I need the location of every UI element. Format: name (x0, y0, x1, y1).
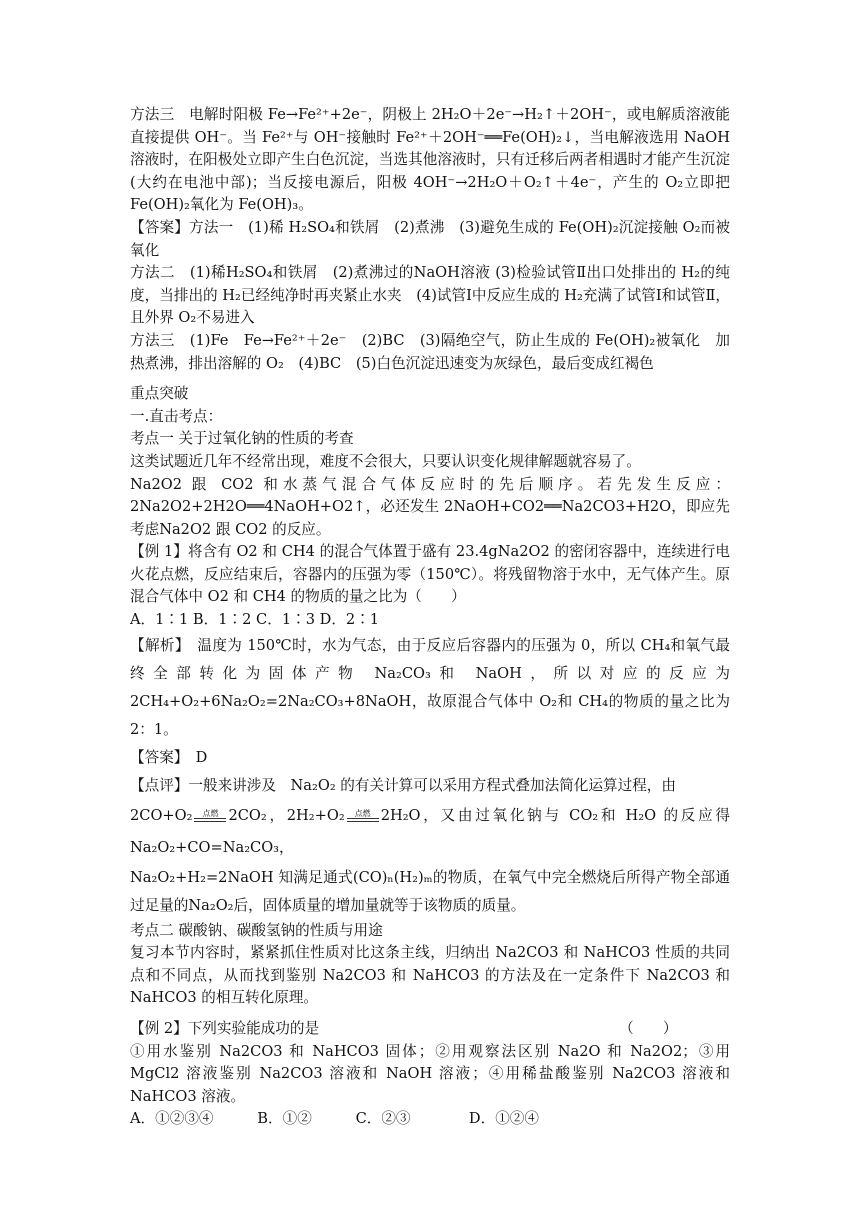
eq-peroxide-reactions: 2H₂O，又由过氧化钠与 CO₂和 H₂O 的反应得 Na₂O₂+CO=Na₂CO₃， (130, 806, 730, 856)
point1-heading: 考点一 关于过氧化钠的性质的考查 (130, 430, 354, 448)
example1-answer: 【答案】 D (130, 748, 208, 766)
example1-options: A．1∶1 B．1∶2 C．1∶3 D．2∶1 (130, 611, 380, 629)
ignite-condition-1: 点燃 (194, 810, 226, 822)
example2-statements: ①用水鉴别 Na2CO3 和 NaHCO3 固体；②用观察法区别 Na2O 和 Na2O2；③用 MgCl2 溶液鉴别 Na2CO3 溶液和 NaOH 溶液；④用稀盐酸鉴别 Na2CO3 溶液和 NaHCO3 溶液。 (130, 1042, 730, 1105)
comment-conclusion: Na₂O₂+H₂=2NaOH 知满足通式(CO)ₙ(H₂)ₘ的物质，在氧气中完全燃烧后所得产物全部通过足量的Na₂O₂后，固体质量的增加量就等于该物质的质量。 (130, 868, 730, 914)
answer-method2: 方法二 (1)稀H₂SO₄和铁屑 (2)煮沸过的NaOH溶液 (3)检验试管Ⅱ出口处排出的 H₂的纯度，当排出的 H₂已经纯净时再夹紧止水夹 (4)试管Ⅰ中反应生成的 H₂充满了试管Ⅰ和试管Ⅱ，且外界 O₂不易进入 (130, 264, 730, 327)
example1-analysis: 【解析】 温度为 150℃时，水为气态，由于反应后容器内的压强为 0，所以 CH₄和氧气最终全部转化为固体产物 Na₂CO₃和 NaOH，所以对应的反应为 2CH₄+O₂+6Na₂O₂=2Na₂CO₃+8NaOH，故原混合气体中 O₂和 CH₄的物质的量之比为 2：1。 (130, 636, 730, 738)
method3-explanation: 方法三 电解时阳极 Fe→Fe²⁺+2e⁻，阴极上 2H₂O＋2e⁻→H₂↑＋2OH⁻，或电解质溶液能直接提供 OH⁻。当 Fe²⁺与 OH⁻接触时 Fe²⁺＋2OH⁻══Fe(OH)₂↓，当电解液选用 NaOH 溶液时，在阳极处立即产生白色沉淀，当选其他溶液时，只有迁移后两者相遇时才能产生沉淀(大约在电池中部)；当反接电源后，阳极 4OH⁻→2H₂O＋O₂↑＋4e⁻，产生的 O₂立即把 Fe(OH)₂氧化为 Fe(OH)₃。 (130, 106, 730, 214)
ignite-condition-2: 点燃 (347, 810, 379, 822)
example2-options: A．①②③④ B．①② C．②③ D．①②④ (130, 1110, 539, 1128)
eq-co-combustion: 2CO+O₂ (130, 806, 193, 824)
point1-order-text: Na2O2 跟 CO2 和水蒸气混合气体反应时的先后顺序。若先发生反应：2Na2O2+2H2O══4NaOH+O2↑，必还发生 2NaOH+CO2══Na2CO3+H2O，即应先考虑Na2O2 跟 CO2 的反应。 (130, 475, 730, 538)
section-heading-key-points: 重点突破 (130, 385, 189, 403)
example2-question: 【例 2】下列实验能成功的是 （ ） (130, 1020, 678, 1038)
comment-equation-line (130, 800, 730, 864)
point1-intro: 这类试题近几年不经常出现，难度不会很大，只要认识变化规律解题就容易了。 (130, 452, 641, 470)
example1-question: 【例 1】将含有 O2 和 CH4 的混合气体置于盛有 23.4gNa2O2 的密闭容器中，连续进行电火花点燃，反应结束后，容器内的压强为零（150℃）。将残留物溶于水中，无气体产生。原混合气体中 O2 和 CH4 的物质的量之比为（ ） (130, 543, 730, 606)
document-body (130, 104, 730, 1131)
eq-h2-combustion: 2CO₂，2H₂+O₂ (228, 806, 345, 824)
example1-comment: 【点评】一般来讲涉及 Na₂O₂ 的有关计算可以采用方程式叠加法简化运算过程，由 (130, 776, 676, 794)
answer-method1: 【答案】方法一 (1)稀 H₂SO₄和铁屑 (2)煮沸 (3)避免生成的 Fe(OH)₂沉淀接触 O₂而被氧化 (130, 218, 730, 259)
point2-intro: 复习本节内容时，紧紧抓住性质对比这条主线，归纳出 Na2CO3 和 NaHCO3 性质的共同点和不同点，从而找到鉴别 Na2CO3 和 NaHCO3 的方法及在一定条件下 Na2CO3 和 NaHCO3 的相互转化原理。 (130, 944, 730, 1007)
subsection-direct-points: 一.直击考点： (130, 407, 223, 425)
answer-method3: 方法三 (1)Fe Fe→Fe²⁺＋2e⁻ (2)BC (3)隔绝空气，防止生成的 Fe(OH)₂被氧化 加热煮沸，排出溶解的 O₂ (4)BC (5)白色沉淀迅速变为灰绿色，最后变成红褐色 (130, 331, 730, 372)
point2-heading: 考点二 碳酸钠、碳酸氢钠的性质与用途 (130, 921, 383, 939)
